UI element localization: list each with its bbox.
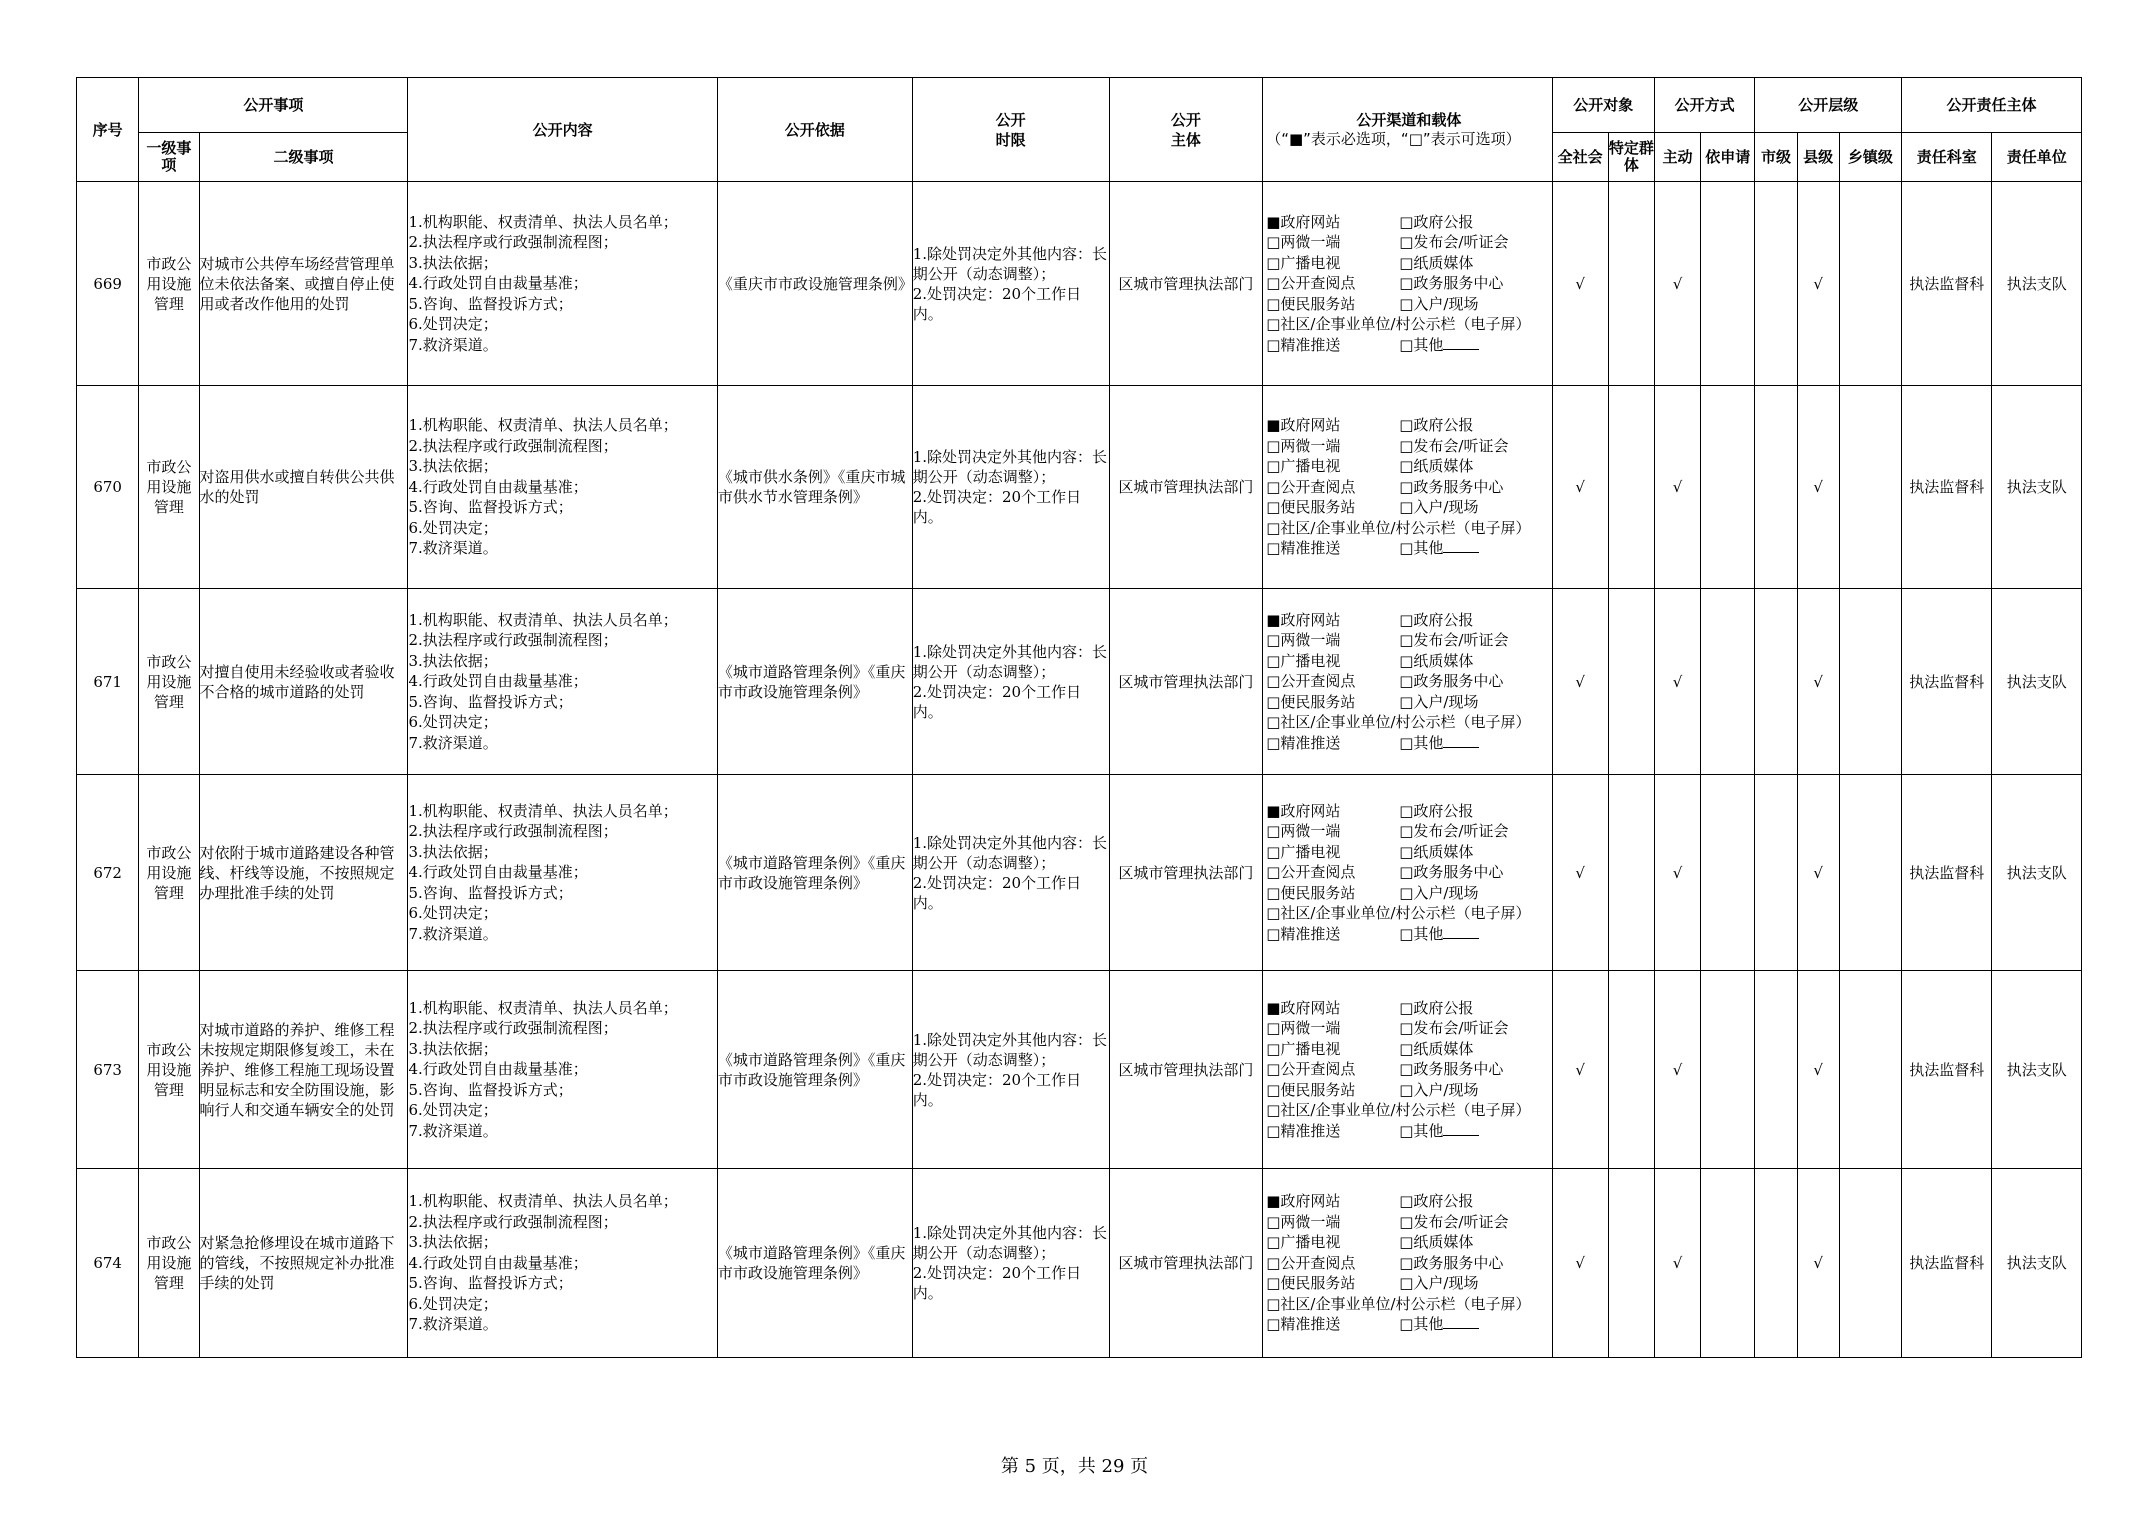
channel-bulletin: □社区/企事业单位/村公示栏（电子屏） xyxy=(1266,1294,1531,1313)
row-channels xyxy=(1263,182,1552,386)
row-time-limit xyxy=(912,589,1109,775)
channel-service: □政务服务中心 xyxy=(1399,672,1504,691)
content-line: 1.机构职能、权责清单、执法人员名单； xyxy=(408,610,678,629)
channel-press: □发布会/听证会 xyxy=(1399,1212,1509,1231)
row-target-all: √ xyxy=(1552,775,1608,971)
header-target-all: 全社会 xyxy=(1552,133,1608,182)
channel-other: □其他 xyxy=(1399,924,1551,945)
content-line: 4.行政处罚自由裁量基准； xyxy=(408,477,588,496)
row-target-specific xyxy=(1608,386,1654,589)
channel-gov-gazette: □政府公报 xyxy=(1399,1192,1474,1211)
row-method-request xyxy=(1701,386,1755,589)
row-level1: 市政公用设施管理 xyxy=(139,775,199,971)
content-line: 1.机构职能、权责清单、执法人员名单； xyxy=(408,998,678,1017)
content-line: 2.执法程序或行政强制流程图； xyxy=(408,233,618,252)
row-resp-unit: 执法支队 xyxy=(1992,971,2082,1169)
channel-reading: □公开查阅点 xyxy=(1266,1060,1356,1079)
row-seq: 672 xyxy=(77,775,139,971)
content-line: 1.机构职能、权责清单、执法人员名单； xyxy=(408,1192,678,1211)
header-level-group: 公开层级 xyxy=(1755,78,1902,133)
row-content xyxy=(408,182,717,386)
row-method-active: √ xyxy=(1654,386,1700,589)
channel-tv: □广播电视 xyxy=(1266,651,1341,670)
row-method-request xyxy=(1701,971,1755,1169)
channel-gov-gazette: □政府公报 xyxy=(1399,212,1474,231)
row-level2: 对依附于城市道路建设各种管线、杆线等设施，不按照规定办理批准手续的处罚 xyxy=(199,775,408,971)
row-resp-unit: 执法支队 xyxy=(1992,589,2082,775)
channel-press: □发布会/听证会 xyxy=(1399,822,1509,841)
channel-other: □其他 xyxy=(1399,1314,1551,1335)
content-line: 5.咨询、监督投诉方式； xyxy=(408,1274,573,1293)
row-basis: 《城市道路管理条例》《重庆市市政设施管理条例》 xyxy=(717,1169,912,1358)
channel-gov-gazette: □政府公报 xyxy=(1399,610,1474,629)
channel-paper: □纸质媒体 xyxy=(1399,651,1474,670)
blank-line xyxy=(1443,538,1479,553)
row-content xyxy=(408,589,717,775)
channel-convenience: □便民服务站 xyxy=(1266,1080,1356,1099)
channel-service: □政务服务中心 xyxy=(1399,274,1504,293)
content-line: 2.执法程序或行政强制流程图； xyxy=(408,1212,618,1231)
row-level-city xyxy=(1755,775,1797,971)
row-content xyxy=(408,775,717,971)
content-line: 7.救济渠道。 xyxy=(408,539,498,558)
row-seq: 670 xyxy=(77,386,139,589)
time-limit-line: 1.除处罚决定外其他内容：长期公开（动态调整）； xyxy=(912,448,1108,486)
content-line: 5.咨询、监督投诉方式； xyxy=(408,883,573,902)
row-method-request xyxy=(1701,775,1755,971)
channel-bulletin: □社区/企事业单位/村公示栏（电子屏） xyxy=(1266,518,1531,537)
table-body xyxy=(77,182,2082,1358)
content-line: 7.救济渠道。 xyxy=(408,1315,498,1334)
header-level-town: 乡镇级 xyxy=(1839,133,1901,182)
time-limit-line: 2.处罚决定：20个工作日内。 xyxy=(912,488,1082,526)
content-line: 3.执法依据； xyxy=(408,1039,498,1058)
channel-bulletin: □社区/企事业单位/村公示栏（电子屏） xyxy=(1266,315,1531,334)
header-content: 公开内容 xyxy=(408,78,717,182)
row-level1: 市政公用设施管理 xyxy=(139,386,199,589)
channel-onsite: □入户/现场 xyxy=(1399,692,1479,711)
channel-press: □发布会/听证会 xyxy=(1399,233,1509,252)
table-row xyxy=(77,775,2082,971)
header-target-group: 公开对象 xyxy=(1552,78,1654,133)
row-resp-office: 执法监督科 xyxy=(1902,386,1992,589)
row-level-county: √ xyxy=(1797,775,1839,971)
channel-two-micro: □两微一端 xyxy=(1266,1019,1341,1038)
row-level-town xyxy=(1839,775,1901,971)
channel-other: □其他 xyxy=(1399,538,1551,559)
time-limit-line: 2.处罚决定：20个工作日内。 xyxy=(912,284,1082,323)
time-limit-line: 2.处罚决定：20个工作日内。 xyxy=(912,1264,1082,1302)
channel-convenience: □便民服务站 xyxy=(1266,294,1356,313)
channel-push: □精准推送 xyxy=(1266,733,1341,752)
row-content xyxy=(408,971,717,1169)
time-limit-line: 1.除处罚决定外其他内容：长期公开（动态调整）； xyxy=(912,1030,1108,1069)
blank-line xyxy=(1443,1121,1479,1136)
header-level1: 一级事项 xyxy=(139,133,199,182)
channel-reading: □公开查阅点 xyxy=(1266,863,1356,882)
row-resp-unit: 执法支队 xyxy=(1992,1169,2082,1358)
row-method-active: √ xyxy=(1654,775,1700,971)
row-method-request xyxy=(1701,1169,1755,1358)
row-level-city xyxy=(1755,971,1797,1169)
channel-gov-site: ■政府网站 xyxy=(1266,610,1341,629)
row-subject: 区城市管理执法部门 xyxy=(1109,386,1263,589)
channel-press: □发布会/听证会 xyxy=(1399,1019,1509,1038)
header-level2: 二级事项 xyxy=(199,133,408,182)
content-line: 6.处罚决定； xyxy=(408,1294,498,1313)
content-line: 4.行政处罚自由裁量基准； xyxy=(408,1253,588,1272)
channel-convenience: □便民服务站 xyxy=(1266,1274,1356,1293)
header-item-group: 公开事项 xyxy=(139,78,408,133)
header-seq: 序号 xyxy=(77,78,139,182)
header-method-group: 公开方式 xyxy=(1654,78,1754,133)
channel-gov-site: ■政府网站 xyxy=(1266,212,1341,231)
content-line: 4.行政处罚自由裁量基准； xyxy=(408,274,588,293)
content-line: 1.机构职能、权责清单、执法人员名单； xyxy=(408,801,678,820)
header-method-active: 主动 xyxy=(1654,133,1700,182)
row-basis: 《城市道路管理条例》《重庆市市政设施管理条例》 xyxy=(717,971,912,1169)
row-level-town xyxy=(1839,971,1901,1169)
channel-gov-site: ■政府网站 xyxy=(1266,416,1341,435)
row-subject: 区城市管理执法部门 xyxy=(1109,971,1263,1169)
time-limit-line: 2.处罚决定：20个工作日内。 xyxy=(912,873,1082,912)
row-channels xyxy=(1263,386,1552,589)
row-target-all: √ xyxy=(1552,971,1608,1169)
header-level-city: 市级 xyxy=(1755,133,1797,182)
time-limit-line: 2.处罚决定：20个工作日内。 xyxy=(912,682,1082,721)
row-time-limit xyxy=(912,775,1109,971)
content-line: 2.执法程序或行政强制流程图； xyxy=(408,822,618,841)
channel-onsite: □入户/现场 xyxy=(1399,883,1479,902)
row-target-all: √ xyxy=(1552,1169,1608,1358)
channel-gov-gazette: □政府公报 xyxy=(1399,801,1474,820)
channel-other: □其他 xyxy=(1399,335,1551,356)
row-content xyxy=(408,1169,717,1358)
row-target-all: √ xyxy=(1552,386,1608,589)
row-target-all: √ xyxy=(1552,589,1608,775)
content-line: 4.行政处罚自由裁量基准； xyxy=(408,863,588,882)
row-seq: 673 xyxy=(77,971,139,1169)
content-line: 5.咨询、监督投诉方式； xyxy=(408,294,573,313)
row-channels xyxy=(1263,775,1552,971)
blank-line xyxy=(1443,1314,1479,1329)
row-level2: 对城市道路的养护、维修工程未按规定期限修复竣工，未在养护、维修工程施工现场设置明显标志和安全防围设施，影响行人和交通车辆安全的处罚 xyxy=(199,971,408,1169)
channel-service: □政务服务中心 xyxy=(1399,477,1504,496)
channel-paper: □纸质媒体 xyxy=(1399,1039,1474,1058)
content-line: 7.救济渠道。 xyxy=(408,733,498,752)
content-line: 3.执法依据； xyxy=(408,457,498,476)
content-line: 6.处罚决定； xyxy=(408,904,498,923)
content-line: 4.行政处罚自由裁量基准； xyxy=(408,672,588,691)
table-row xyxy=(77,386,2082,589)
blank-line xyxy=(1443,924,1479,939)
row-time-limit xyxy=(912,971,1109,1169)
row-target-specific xyxy=(1608,182,1654,386)
disclosure-table xyxy=(76,77,2082,1358)
content-line: 6.处罚决定； xyxy=(408,1101,498,1120)
channel-paper: □纸质媒体 xyxy=(1399,457,1474,476)
row-level-city xyxy=(1755,589,1797,775)
channel-onsite: □入户/现场 xyxy=(1399,1274,1479,1293)
channel-push: □精准推送 xyxy=(1266,924,1341,943)
channel-tv: □广播电视 xyxy=(1266,253,1341,272)
blank-line xyxy=(1443,733,1479,748)
row-method-active: √ xyxy=(1654,589,1700,775)
row-level-city xyxy=(1755,386,1797,589)
content-line: 5.咨询、监督投诉方式； xyxy=(408,498,573,517)
content-line: 7.救济渠道。 xyxy=(408,924,498,943)
row-channels xyxy=(1263,589,1552,775)
row-target-specific xyxy=(1608,775,1654,971)
row-target-specific xyxy=(1608,1169,1654,1358)
row-level-county: √ xyxy=(1797,182,1839,386)
time-limit-line: 1.除处罚决定外其他内容：长期公开（动态调整）； xyxy=(912,642,1108,681)
row-level1: 市政公用设施管理 xyxy=(139,1169,199,1358)
row-level2: 对盗用供水或擅自转供公共供水的处罚 xyxy=(199,386,408,589)
channel-onsite: □入户/现场 xyxy=(1399,294,1479,313)
row-level-town xyxy=(1839,386,1901,589)
channel-push: □精准推送 xyxy=(1266,1315,1341,1334)
row-resp-unit: 执法支队 xyxy=(1992,386,2082,589)
row-seq: 674 xyxy=(77,1169,139,1358)
content-line: 3.执法依据； xyxy=(408,842,498,861)
row-subject: 区城市管理执法部门 xyxy=(1109,1169,1263,1358)
channel-bulletin: □社区/企事业单位/村公示栏（电子屏） xyxy=(1266,713,1531,732)
row-time-limit xyxy=(912,1169,1109,1358)
row-resp-unit: 执法支队 xyxy=(1992,775,2082,971)
row-time-limit xyxy=(912,386,1109,589)
header-method-request: 依申请 xyxy=(1701,133,1755,182)
channel-reading: □公开查阅点 xyxy=(1266,1253,1356,1272)
row-basis: 《重庆市市政设施管理条例》 xyxy=(717,182,912,386)
row-resp-office: 执法监督科 xyxy=(1902,182,1992,386)
content-line: 3.执法依据； xyxy=(408,1233,498,1252)
row-subject: 区城市管理执法部门 xyxy=(1109,182,1263,386)
time-limit-line: 1.除处罚决定外其他内容：长期公开（动态调整）； xyxy=(912,833,1108,872)
row-level1: 市政公用设施管理 xyxy=(139,182,199,386)
channel-press: □发布会/听证会 xyxy=(1399,436,1509,455)
table-row xyxy=(77,589,2082,775)
blank-line xyxy=(1443,335,1479,350)
row-level2: 对紧急抢修埋设在城市道路下的管线，不按照规定补办批准手续的处罚 xyxy=(199,1169,408,1358)
channel-onsite: □入户/现场 xyxy=(1399,1080,1479,1099)
row-content xyxy=(408,386,717,589)
content-line: 3.执法依据； xyxy=(408,253,498,272)
row-level-county: √ xyxy=(1797,1169,1839,1358)
content-line: 7.救济渠道。 xyxy=(408,1121,498,1140)
row-level-county: √ xyxy=(1797,589,1839,775)
content-line: 2.执法程序或行政强制流程图； xyxy=(408,1019,618,1038)
table-row xyxy=(77,182,2082,386)
time-limit-line: 2.处罚决定：20个工作日内。 xyxy=(912,1070,1082,1109)
row-channels xyxy=(1263,971,1552,1169)
channel-gov-site: ■政府网站 xyxy=(1266,801,1341,820)
row-resp-office: 执法监督科 xyxy=(1902,775,1992,971)
channel-two-micro: □两微一端 xyxy=(1266,822,1341,841)
row-level-city xyxy=(1755,182,1797,386)
row-subject: 区城市管理执法部门 xyxy=(1109,589,1263,775)
channel-two-micro: □两微一端 xyxy=(1266,631,1341,650)
channel-other: □其他 xyxy=(1399,733,1551,754)
header-resp-office: 责任科室 xyxy=(1902,133,1992,182)
header-subject: 公开 主体 xyxy=(1109,78,1263,182)
content-line: 5.咨询、监督投诉方式； xyxy=(408,692,573,711)
channel-gov-gazette: □政府公报 xyxy=(1399,998,1474,1017)
header-channel xyxy=(1263,78,1552,182)
channel-tv: □广播电视 xyxy=(1266,1039,1341,1058)
content-line: 2.执法程序或行政强制流程图； xyxy=(408,436,618,455)
row-method-active: √ xyxy=(1654,971,1700,1169)
row-seq: 669 xyxy=(77,182,139,386)
row-basis: 《城市供水条例》《重庆市城市供水节水管理条例》 xyxy=(717,386,912,589)
channel-tv: □广播电视 xyxy=(1266,1233,1341,1252)
row-level-county: √ xyxy=(1797,971,1839,1169)
channel-push: □精准推送 xyxy=(1266,335,1341,354)
channel-service: □政务服务中心 xyxy=(1399,1060,1504,1079)
header-basis: 公开依据 xyxy=(717,78,912,182)
row-level-town xyxy=(1839,1169,1901,1358)
channel-two-micro: □两微一端 xyxy=(1266,233,1341,252)
channel-service: □政务服务中心 xyxy=(1399,1253,1504,1272)
row-level-town xyxy=(1839,182,1901,386)
channel-convenience: □便民服务站 xyxy=(1266,692,1356,711)
row-level-county: √ xyxy=(1797,386,1839,589)
content-line: 6.处罚决定； xyxy=(408,713,498,732)
row-method-active: √ xyxy=(1654,182,1700,386)
channel-convenience: □便民服务站 xyxy=(1266,498,1356,517)
content-line: 1.机构职能、权责清单、执法人员名单； xyxy=(408,212,678,231)
channel-press: □发布会/听证会 xyxy=(1399,631,1509,650)
header-channel-title: 公开渠道和载体 xyxy=(1356,110,1462,129)
row-level1: 市政公用设施管理 xyxy=(139,589,199,775)
content-line: 5.咨询、监督投诉方式； xyxy=(408,1080,573,1099)
row-channels xyxy=(1263,1169,1552,1358)
channel-paper: □纸质媒体 xyxy=(1399,1233,1474,1252)
channel-tv: □广播电视 xyxy=(1266,457,1341,476)
channel-onsite: □入户/现场 xyxy=(1399,498,1479,517)
row-method-request xyxy=(1701,182,1755,386)
row-method-request xyxy=(1701,589,1755,775)
channel-gov-gazette: □政府公报 xyxy=(1399,416,1474,435)
row-level-town xyxy=(1839,589,1901,775)
row-resp-office: 执法监督科 xyxy=(1902,1169,1992,1358)
page-footer: 第 5 页，共 29 页 xyxy=(1000,1456,1149,1477)
channel-paper: □纸质媒体 xyxy=(1399,842,1474,861)
row-level-city xyxy=(1755,1169,1797,1358)
row-seq: 671 xyxy=(77,589,139,775)
header-time-limit: 公开 时限 xyxy=(912,78,1109,182)
row-resp-office: 执法监督科 xyxy=(1902,589,1992,775)
header-channel-note: （“■”表示必选项，“□”表示可选项） xyxy=(1266,129,1521,148)
channel-reading: □公开查阅点 xyxy=(1266,274,1356,293)
channel-gov-site: ■政府网站 xyxy=(1266,998,1341,1017)
row-resp-unit: 执法支队 xyxy=(1992,182,2082,386)
channel-bulletin: □社区/企事业单位/村公示栏（电子屏） xyxy=(1266,1101,1531,1120)
row-target-all: √ xyxy=(1552,182,1608,386)
content-line: 6.处罚决定； xyxy=(408,518,498,537)
row-basis: 《城市道路管理条例》《重庆市市政设施管理条例》 xyxy=(717,589,912,775)
table-row xyxy=(77,971,2082,1169)
channel-convenience: □便民服务站 xyxy=(1266,883,1356,902)
content-line: 4.行政处罚自由裁量基准； xyxy=(408,1060,588,1079)
row-method-active: √ xyxy=(1654,1169,1700,1358)
channel-push: □精准推送 xyxy=(1266,1121,1341,1140)
channel-gov-site: ■政府网站 xyxy=(1266,1192,1341,1211)
channel-reading: □公开查阅点 xyxy=(1266,477,1356,496)
channel-two-micro: □两微一端 xyxy=(1266,436,1341,455)
table-row xyxy=(77,1169,2082,1358)
content-line: 7.救济渠道。 xyxy=(408,335,498,354)
channel-bulletin: □社区/企事业单位/村公示栏（电子屏） xyxy=(1266,904,1531,923)
row-time-limit xyxy=(912,182,1109,386)
content-line: 2.执法程序或行政强制流程图； xyxy=(408,631,618,650)
header-target-specific: 特定群体 xyxy=(1608,133,1654,182)
time-limit-line: 1.除处罚决定外其他内容：长期公开（动态调整）； xyxy=(912,244,1108,283)
header-resp-unit: 责任单位 xyxy=(1992,133,2082,182)
time-limit-line: 1.除处罚决定外其他内容：长期公开（动态调整）； xyxy=(912,1224,1108,1262)
content-line: 6.处罚决定； xyxy=(408,315,498,334)
row-basis: 《城市道路管理条例》《重庆市市政设施管理条例》 xyxy=(717,775,912,971)
row-level1: 市政公用设施管理 xyxy=(139,971,199,1169)
channel-two-micro: □两微一端 xyxy=(1266,1212,1341,1231)
channel-reading: □公开查阅点 xyxy=(1266,672,1356,691)
row-level2: 对城市公共停车场经营管理单位未依法备案、或擅自停止使用或者改作他用的处罚 xyxy=(199,182,408,386)
content-line: 1.机构职能、权责清单、执法人员名单； xyxy=(408,416,678,435)
row-target-specific xyxy=(1608,589,1654,775)
header-level-county: 县级 xyxy=(1797,133,1839,182)
channel-paper: □纸质媒体 xyxy=(1399,253,1474,272)
channel-push: □精准推送 xyxy=(1266,539,1341,558)
header-resp-group: 公开责任主体 xyxy=(1902,78,2082,133)
row-subject: 区城市管理执法部门 xyxy=(1109,775,1263,971)
row-level2: 对擅自使用未经验收或者验收不合格的城市道路的处罚 xyxy=(199,589,408,775)
channel-other: □其他 xyxy=(1399,1121,1551,1142)
content-line: 3.执法依据； xyxy=(408,651,498,670)
row-target-specific xyxy=(1608,971,1654,1169)
channel-tv: □广播电视 xyxy=(1266,842,1341,861)
channel-service: □政务服务中心 xyxy=(1399,863,1504,882)
row-resp-office: 执法监督科 xyxy=(1902,971,1992,1169)
